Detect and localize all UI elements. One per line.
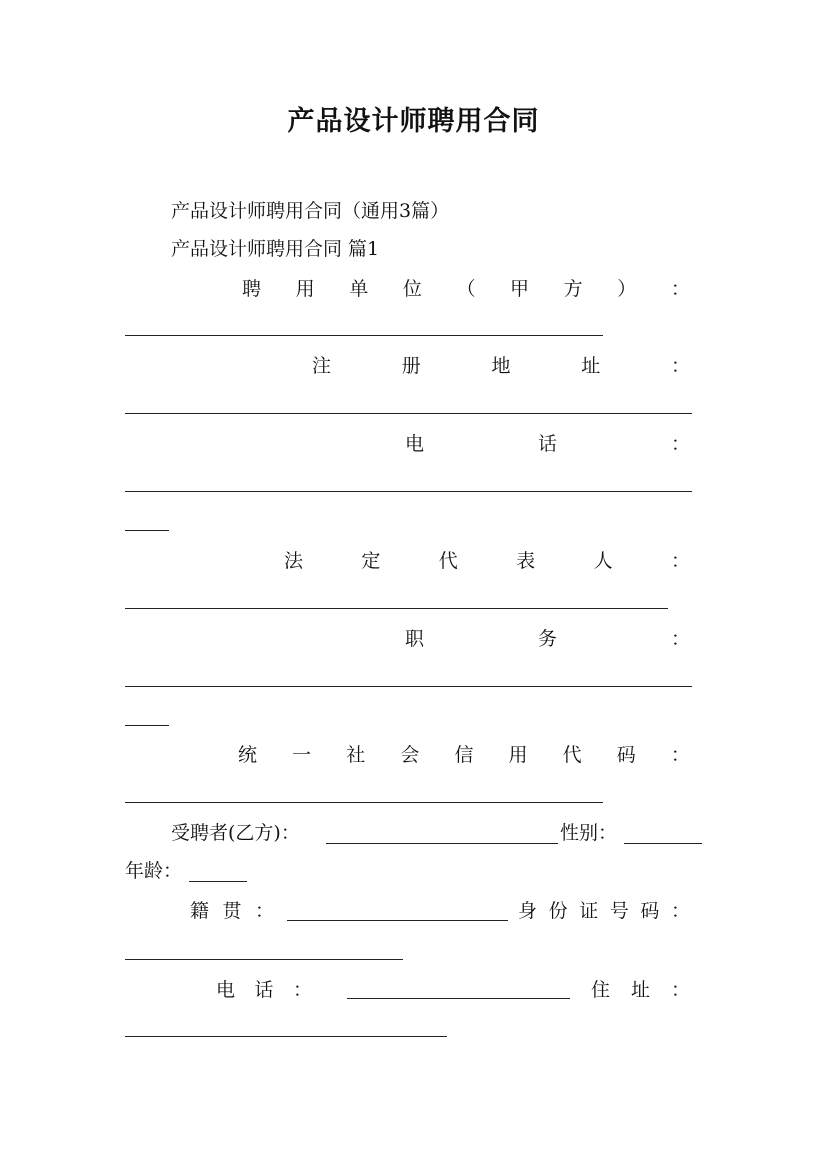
employer-label-char: ） (617, 278, 637, 300)
address-label-char: ： (670, 355, 690, 377)
credit-code-label (238, 742, 690, 768)
employee-phone-fill-line[interactable] (347, 998, 570, 999)
id-number-label-char: 份 (548, 900, 568, 922)
id-number-label-char: 身 (518, 900, 538, 922)
employer-label-char: 用 (295, 278, 315, 300)
employer-fill-line[interactable] (125, 335, 603, 336)
legal-representative-fill-line[interactable] (125, 608, 668, 609)
phone-label-char: ： (670, 433, 690, 455)
age-fill-line[interactable] (189, 881, 247, 882)
employer-label-char: 方 (563, 278, 583, 300)
employee-fill-line[interactable] (326, 843, 558, 844)
id-number-label-char: ： (670, 900, 690, 922)
position-fill-line-continued[interactable] (125, 725, 169, 726)
residence-address-label (591, 977, 690, 1003)
registered-address-label (312, 353, 690, 379)
address-label-char: 址 (581, 355, 601, 377)
document-title: 产品设计师聘用合同 (287, 106, 540, 137)
age-label: 年龄： (125, 860, 183, 882)
credit-code-label-char: 一 (292, 744, 312, 766)
residence-label-char: 住 (591, 979, 611, 1001)
legal-rep-label-char: 定 (361, 550, 381, 572)
employer-label-char: 单 (349, 278, 369, 300)
credit-code-label-char: 社 (346, 744, 366, 766)
native-place-label-char: 贯 (222, 900, 242, 922)
native-place-fill-line[interactable] (287, 920, 508, 921)
position-label-char: ： (670, 628, 690, 650)
employee-label: 受聘者(乙方)： (171, 822, 300, 844)
legal-rep-label-char: 代 (438, 550, 458, 572)
legal-rep-label-char: 法 (284, 550, 304, 572)
position-label-char: 务 (537, 628, 557, 650)
employer-label-char: ： (670, 278, 690, 300)
credit-code-label-char: ： (670, 744, 690, 766)
residence-label-char: 址 (630, 979, 650, 1001)
id-number-label-char: 号 (609, 900, 629, 922)
document-intro: 产品设计师聘用合同（通用3篇） (171, 200, 450, 222)
id-number-fill-line[interactable] (125, 959, 403, 960)
legal-rep-label-char: 人 (593, 550, 613, 572)
phone-label-char: 话 (537, 433, 557, 455)
native-place-label-char: ： (254, 900, 274, 922)
credit-code-label-char: 码 (616, 744, 636, 766)
position-label-char: 职 (405, 628, 425, 650)
part-heading: 产品设计师聘用合同 篇1 (171, 238, 380, 260)
gender-fill-line[interactable] (624, 843, 702, 844)
employee-phone-label-char: 话 (254, 979, 274, 1001)
credit-code-fill-line[interactable] (125, 802, 603, 803)
id-number-label-char: 证 (579, 900, 599, 922)
native-place-label-char: 籍 (190, 900, 210, 922)
employer-label-char: 位 (402, 278, 422, 300)
employer-phone-label (405, 431, 690, 457)
address-label-char: 册 (401, 355, 421, 377)
legal-rep-label-char: 表 (516, 550, 536, 572)
employer-label (242, 276, 690, 302)
residence-label-char: ： (670, 979, 690, 1001)
credit-code-label-char: 会 (400, 744, 420, 766)
position-label (405, 626, 690, 652)
id-number-label (518, 898, 690, 924)
employer-phone-fill-line[interactable] (125, 491, 692, 492)
id-number-label-char: 码 (640, 900, 660, 922)
native-place-label (190, 898, 274, 924)
employer-label-char: 甲 (510, 278, 530, 300)
residence-address-fill-line[interactable] (125, 1036, 447, 1037)
legal-rep-label-char: ： (670, 550, 690, 572)
position-fill-line[interactable] (125, 686, 692, 687)
employee-phone-label-char: ： (292, 979, 312, 1001)
credit-code-label-char: 统 (238, 744, 258, 766)
employer-label-char: （ (456, 278, 476, 300)
address-label-char: 注 (312, 355, 332, 377)
phone-label-char: 电 (405, 433, 425, 455)
address-label-char: 地 (491, 355, 511, 377)
gender-label: 性别： (560, 822, 618, 844)
credit-code-label-char: 代 (562, 744, 582, 766)
employee-phone-label (216, 977, 312, 1003)
employer-label-char: 聘 (242, 278, 262, 300)
credit-code-label-char: 信 (454, 744, 474, 766)
credit-code-label-char: 用 (508, 744, 528, 766)
registered-address-fill-line[interactable] (125, 413, 692, 414)
employee-phone-label-char: 电 (216, 979, 236, 1001)
employer-phone-fill-line-continued[interactable] (125, 530, 169, 531)
legal-representative-label (284, 548, 690, 574)
